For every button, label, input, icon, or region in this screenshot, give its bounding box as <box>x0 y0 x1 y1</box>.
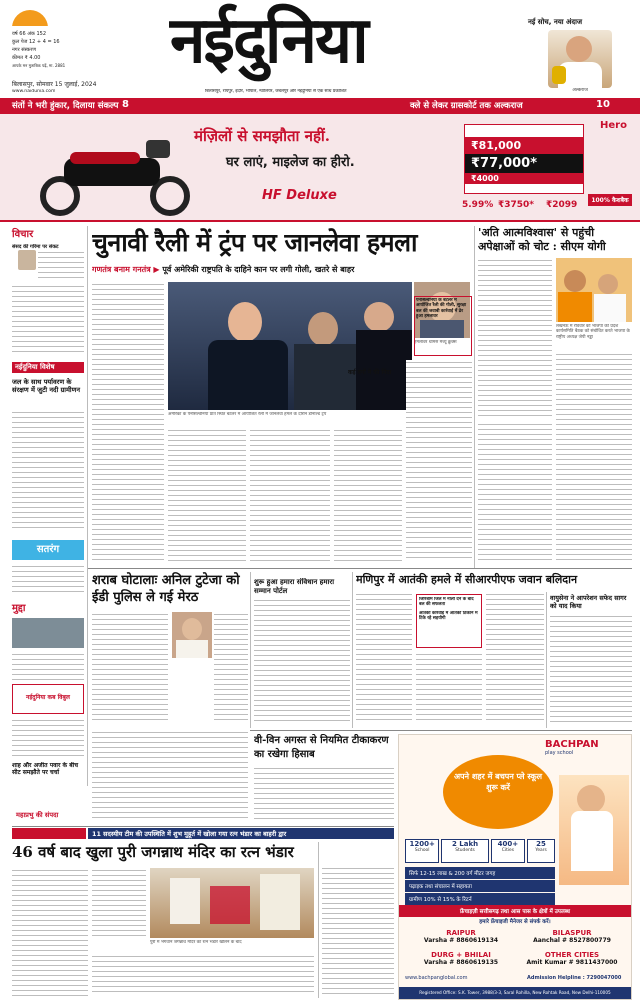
lead-col-3 <box>250 428 330 562</box>
bachpan-logo <box>545 739 629 756</box>
yogi-nadda-photo <box>556 258 632 322</box>
right-body-1 <box>478 258 552 418</box>
strap-bullet-icon: ▶ <box>153 265 163 274</box>
teaser-left-page: 8 <box>122 99 129 110</box>
stat-value: 400+ <box>497 840 519 848</box>
bullet: पढ़ाइक तथा संचालन में सहायता <box>405 880 555 892</box>
bachpan-brand: BACHPAN <box>545 739 599 750</box>
teaser-left[interactable]: संतों ने भरी हुंकार, दिलाया संकल्प <box>12 101 119 111</box>
bachpan-tag: अपने शहर में बचपन प्ले स्कूल शुरू करें <box>453 772 543 792</box>
vishesh-kicker: नईदुनिया विशेष <box>12 362 84 373</box>
emi-amount: ₹3750* <box>498 200 535 210</box>
bullet: सिर्फ 12-15 लाख & 200 वर्ग मीटर जगह <box>405 867 555 879</box>
stat-value: 1200+ <box>409 840 435 848</box>
temple-photo-caption: पुरी में भगवान जगन्नाथ मंदिर का रत्न भंडार खोलने के बाद <box>150 940 242 945</box>
website[interactable]: www.naidunia.com <box>12 89 56 94</box>
jagannath-temple-photo <box>150 868 314 938</box>
meta-line: आपके मन मुताबिक पढ़ें, मा. 2881 <box>12 63 66 68</box>
emi-rate: 5.99% <box>462 200 494 210</box>
tuteja-headline[interactable]: शराब घोटालाः अनिल टुटेजा को ईडी पुलिस ले गई मेरठ <box>92 573 240 605</box>
manipur-body-1 <box>356 592 412 722</box>
vibul-badge: नईदुनिया कब विबुल <box>12 684 84 714</box>
meta-line: वर्ष 66 अंक 152 <box>12 31 47 37</box>
hero-ad[interactable] <box>0 114 640 222</box>
bachpan-cta-2: हमारे फ्रेंचाइजी मैनेजर से संपर्क करें। <box>479 919 551 925</box>
offer-price-3: ₹4000 <box>465 173 583 184</box>
strap-red: गणतंत्र बनाम गनतंत्र <box>92 265 151 274</box>
tuteja-body-2 <box>214 612 248 722</box>
manipur-box <box>416 594 482 648</box>
vwin-headline[interactable]: वी-विन अगस्त से नियमित टीकाकरण का रखेगा हिसाब <box>254 735 389 760</box>
city-other <box>517 951 627 966</box>
bottom-body-3 <box>92 954 314 996</box>
lead-box-caption: पेनसिल्वेनिया के बटलर में आयोजित रैली की गोली, सुरक्षा बल की जवाबी कार्रवाई में ढेर हुआ हमलावर <box>416 298 467 320</box>
vibul-body <box>12 718 84 758</box>
city-name: RAIPUR <box>446 929 476 937</box>
hero-brand-logo: Hero <box>600 120 627 131</box>
box-item: आतंकी कार्रवाई में आतंकी ठिकाने में टिके रहे सहयोगी <box>419 610 478 622</box>
city-raipur <box>409 929 513 944</box>
box-item: जिरिबाम जिले में नाली देने के बाद बल की सफलता <box>419 597 474 608</box>
bottom-body-1 <box>12 868 88 996</box>
bachpan-stats <box>405 839 555 863</box>
kids-photo <box>559 775 629 885</box>
lead-strap <box>92 264 472 275</box>
meta-line: कुल पेज 12 + 4 = 16 <box>12 39 60 45</box>
teaser-strip <box>0 98 640 114</box>
editions-line: बिलासपुर, रायपुर, इंदौर, भोपाल, ग्वालियर, जबलपुर और नईदुनिया से एक साथ प्रकाशित <box>205 89 347 94</box>
vishesh-body <box>12 410 84 528</box>
vayusena-headline[interactable]: वायुसेना ने आपरेशन सफेद सागर को याद किया <box>550 594 627 610</box>
bottom-body-2 <box>92 868 146 938</box>
right-body-2 <box>556 352 632 562</box>
emi-down: ₹2099 <box>546 200 578 210</box>
sports-photo-caption: अल्कराज <box>572 88 588 93</box>
tagline: नई सोच, नया अंदाज <box>528 18 583 26</box>
offer-price-1: ₹81,000 <box>465 137 583 154</box>
city-phone: Varsha # 8860619134 <box>423 937 499 944</box>
vwin-body <box>254 766 394 822</box>
stat-label: Years <box>535 848 547 853</box>
strap-text: पूर्व अमेरिकी राष्ट्रपति के दाहिने कान पर लगी गोली, खतरे से बाहर <box>162 265 355 274</box>
manipur-body-3 <box>486 592 544 722</box>
lead-col-5 <box>406 360 472 562</box>
lead-col-1 <box>92 282 164 562</box>
sun-logo-icon <box>12 10 48 26</box>
tuteja-body-3 <box>92 730 248 822</box>
teaser-right-page: 10 <box>596 99 610 110</box>
motorcycle-illustration <box>30 128 200 218</box>
left-column <box>12 226 84 786</box>
samvidhan-headline[interactable]: शुरू हुआ हमारा संविधान हमारा सम्मान पोर्टल <box>254 578 335 595</box>
lead-subhead: कई दंगों ने की निंदा <box>348 369 392 376</box>
bachpan-cta: फ्रेंचाइज़ी सत्तीसगढ़ तथा आस पास के क्षेत्रों में उपलब्ध <box>399 905 631 917</box>
city-phone: Amit Kumar # 9811437000 <box>526 959 618 966</box>
shah-pawar-head[interactable]: शाह और अजीत पवार के बीच सीट समझौते पर चर्चा <box>12 762 79 777</box>
city-durg <box>409 951 513 966</box>
bachpan-sub: play school <box>545 750 574 756</box>
columnist-photo <box>18 250 36 270</box>
tuteja-photo <box>172 612 212 658</box>
bottom-kicker: महाप्रभु की संपदा <box>16 811 59 819</box>
masthead <box>0 0 640 98</box>
right-photo-caption: लखनऊ में रविवार को भाजपा की प्रदेश कार्यसमिति बैठक को संबोधित करते भाजपा के राष्ट्रीय अध्यक्ष जेपी नड्डा <box>556 324 630 340</box>
stat-label: Cities <box>501 848 514 853</box>
trump-rally-photo <box>168 282 412 410</box>
meta-line: नगर संस्करण <box>12 47 37 53</box>
vayusena-body <box>550 614 632 724</box>
vichar-kicker: विचार <box>12 229 34 240</box>
mudda-body <box>12 652 84 680</box>
left-top-body-2 <box>12 284 84 354</box>
lead-col-4 <box>334 428 402 562</box>
stat-label: Students <box>455 848 475 853</box>
offer-price-2: ₹77,000* <box>465 154 583 173</box>
city-name: BILASPUR <box>552 929 592 937</box>
stat-value: 2 Lakh <box>451 840 479 848</box>
vishesh-story-head[interactable]: जल के साथ पर्यावरण के संरक्षण में जुटी नदी ग्रामीणन <box>12 378 81 394</box>
bottom-strap-label <box>12 828 86 839</box>
mudda-kicker: मुद्दा <box>12 603 26 614</box>
bachpan-website[interactable]: www.bachpanglobal.com <box>405 975 468 981</box>
stat-label: School <box>414 848 430 853</box>
left-top-head[interactable]: संसद की गरिमा पर संकट <box>12 244 59 250</box>
ad-model: HF Deluxe <box>262 188 337 203</box>
offer-box <box>464 124 584 194</box>
bottom-body-4 <box>322 866 394 996</box>
right-body-3 <box>478 422 552 562</box>
edition-meta <box>12 30 92 69</box>
satrang-badge: सतरंग <box>12 540 84 560</box>
dateline: बिलासपुर, सोमवार 15 जुलाई, 2024 <box>12 81 97 88</box>
bullet: ग्रामीण 10% से 15% के रिटर्न <box>405 893 555 905</box>
left-top-body <box>38 250 84 280</box>
city-name: DURG + BHILAI <box>431 951 491 959</box>
ad-sub: घर लाएं, माइलेज का हीरो. <box>226 155 355 170</box>
mudda-photo <box>12 618 84 648</box>
rally-photo-caption: अमेरिका के पेनसिल्वेनिया प्रांत स्थित बटलर में आयोजित रैली में जानलेवा हमले के दौरान डोनाल्ड ट्रंप <box>168 412 327 417</box>
bachpan-address: Registered Office: S.K. Tower, 3988/3-3, Saral Rohilla, New Rohtak Road, New Delhi-110005 <box>399 987 631 999</box>
bachpan-bullets <box>405 867 555 905</box>
manipur-body-2 <box>416 652 482 722</box>
teaser-right[interactable]: क्ले से लेकर ग्रासकोर्ट तक अल्कराज <box>410 101 523 111</box>
city-name: OTHER CITIES <box>544 951 600 959</box>
city-phone: Aanchal # 8527800779 <box>533 937 611 944</box>
bottom-strap: 11 सदस्यीय टीम की उपस्थिति में शुभ मुहूर्त में खोला गया रत्न भंडार का बाहरी द्वार <box>88 828 394 839</box>
city-bilaspur <box>517 929 627 944</box>
tuteja-body-1 <box>92 612 168 722</box>
cashback-badge: 100% कैशबैक <box>588 194 632 206</box>
bachpan-ad[interactable] <box>398 734 632 1000</box>
satrang-body <box>12 564 84 594</box>
right-headline[interactable]: 'अति आत्मविश्वास' से पहुंची अपेक्षाओं को चोट : सीएम योगी <box>478 226 606 253</box>
sports-player-photo <box>548 30 612 88</box>
meta-line: कीमत ₹ 4.00 <box>12 55 41 61</box>
ad-headline: मंज़िलों से समझौता नहीं. <box>194 127 331 145</box>
lead-col-2 <box>168 428 246 562</box>
shooter-caption: हमलावर थामस मैथ्यू क्रुक्स <box>414 340 457 345</box>
bottom-headline[interactable]: 46 वर्ष बाद खुला पुरी जगन्नाथ मंदिर का रत्न भंडार <box>12 843 294 861</box>
bachpan-helpline: Admission Helpline : 7290047000 <box>527 975 622 981</box>
city-phone: Varsha # 8860619135 <box>423 959 499 966</box>
lead-headline[interactable]: चुनावी रैली में ट्रंप पर जानलेवा हमला <box>92 228 418 257</box>
samvidhan-body <box>254 598 350 722</box>
masthead-logo: नईदुनिया <box>170 3 367 78</box>
stat-value: 25 <box>536 840 546 848</box>
manipur-headline[interactable]: मणिपुर में आतंकी हमले में सीआरपीएफ जवान बलिदान <box>356 573 578 586</box>
